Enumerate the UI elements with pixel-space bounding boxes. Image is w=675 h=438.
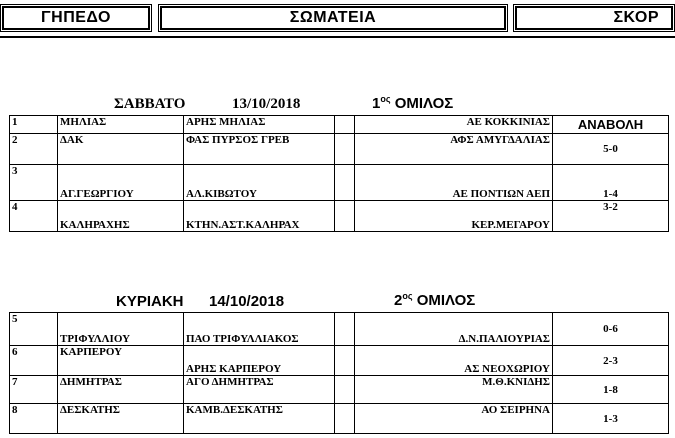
match-number: 4 bbox=[10, 201, 58, 232]
table-row bbox=[10, 404, 669, 434]
spacer-cell bbox=[335, 313, 355, 346]
table-row bbox=[10, 201, 669, 232]
header-field-label: ΓΗΠΕΔΟ bbox=[2, 6, 150, 30]
section2-fixtures-table bbox=[9, 312, 669, 434]
match-score: 1-3 bbox=[553, 404, 669, 434]
section1-day: ΣΑΒΒΑΤΟ bbox=[114, 96, 186, 112]
section2-day: ΚΥΡΙΑΚΗ bbox=[116, 293, 184, 310]
away-team: ΑΕ ΚΟΚΚΙΝΙΑΣ bbox=[355, 116, 553, 134]
section2-date: 14/10/2018 bbox=[209, 293, 285, 310]
match-score: 1-8 bbox=[553, 376, 669, 404]
field-name: ΔΗΜΗΤΡΑΣ bbox=[58, 376, 184, 404]
table-row bbox=[10, 376, 669, 404]
away-team: ΚΕΡ.ΜΕΓΑΡΟΥ bbox=[355, 201, 553, 232]
table-row bbox=[10, 346, 669, 376]
away-team: Δ.Ν.ΠΑΛΙΟΥΡΙΑΣ bbox=[355, 313, 553, 346]
section1-fixtures-table bbox=[9, 115, 669, 232]
away-team: ΑΣ ΝΕΟΧΩΡΙΟΥ bbox=[355, 346, 553, 376]
match-number: 3 bbox=[10, 165, 58, 201]
match-number: 7 bbox=[10, 376, 58, 404]
home-team: ΑΓΟ ΔΗΜΗΤΡΑΣ bbox=[184, 376, 335, 404]
away-team: ΑΦΣ ΑΜΥΓΔΑΛΙΑΣ bbox=[355, 134, 553, 165]
spacer-cell bbox=[335, 165, 355, 201]
table-row bbox=[10, 313, 669, 346]
header-clubs-label: ΣΩΜΑΤΕΙΑ bbox=[160, 6, 506, 30]
column-header-bar bbox=[0, 0, 675, 36]
field-name: ΤΡΙΦΥΛΛΙΟΥ bbox=[58, 313, 184, 346]
match-score: 3-2 bbox=[553, 201, 669, 232]
match-score: ΑΝΑΒΟΛΗ bbox=[553, 116, 669, 134]
match-number: 5 bbox=[10, 313, 58, 346]
home-team: ΚΤΗΝ.ΑΣΤ.ΚΑΛΗΡΑΧ bbox=[184, 201, 335, 232]
spacer-cell bbox=[335, 201, 355, 232]
home-team: ΑΛ.ΚΙΒΩΤΟΥ bbox=[184, 165, 335, 201]
match-number: 2 bbox=[10, 134, 58, 165]
header-score-label: ΣΚΟΡ bbox=[515, 6, 673, 30]
match-number: 6 bbox=[10, 346, 58, 376]
field-name: ΜΗΛΙΑΣ bbox=[58, 116, 184, 134]
field-name: ΔΕΣΚΑΤΗΣ bbox=[58, 404, 184, 434]
field-name: ΚΑΛΗΡΑΧΗΣ bbox=[58, 201, 184, 232]
field-name: ΑΓ.ΓΕΩΡΓΙΟΥ bbox=[58, 165, 184, 201]
spacer-cell bbox=[335, 404, 355, 434]
match-score: 5-0 bbox=[553, 134, 669, 165]
field-name: ΔΑΚ bbox=[58, 134, 184, 165]
section1-group-suffix: ος bbox=[380, 94, 391, 104]
section1-group-number: 1 bbox=[372, 95, 381, 112]
away-team: ΑΟ ΣΕΙΡΗΝΑ bbox=[355, 404, 553, 434]
section2-group bbox=[394, 292, 475, 309]
header-divider bbox=[0, 36, 675, 38]
match-score: 2-3 bbox=[553, 346, 669, 376]
section2-group-number: 2 bbox=[394, 292, 403, 309]
field-name: ΚΑΡΠΕΡΟΥ bbox=[58, 346, 184, 376]
away-team: ΑΕ ΠΟΝΤΙΩΝ ΑΕΠ bbox=[355, 165, 553, 201]
home-team: ΦΑΣ ΠΥΡΣΟΣ ΓΡΕΒ bbox=[184, 134, 335, 165]
section2-group-word: ΟΜΙΛΟΣ bbox=[416, 292, 476, 309]
table-row bbox=[10, 134, 669, 165]
home-team: ΑΡΗΣ ΜΗΛΙΑΣ bbox=[184, 116, 335, 134]
spacer-cell bbox=[335, 376, 355, 404]
spacer-cell bbox=[335, 134, 355, 165]
home-team: ΠΑΟ ΤΡΙΦΥΛΛΙΑΚΟΣ bbox=[184, 313, 335, 346]
section2-group-suffix: ος bbox=[402, 291, 413, 301]
away-team: Μ.Θ.ΚΝΙΔΗΣ bbox=[355, 376, 553, 404]
spacer-cell bbox=[335, 116, 355, 134]
home-team: ΚΑΜΒ.ΔΕΣΚΑΤΗΣ bbox=[184, 404, 335, 434]
home-team: ΑΡΗΣ ΚΑΡΠΕΡΟΥ bbox=[184, 346, 335, 376]
section1-group bbox=[372, 95, 453, 112]
section1-date: 13/10/2018 bbox=[232, 96, 301, 112]
match-number: 8 bbox=[10, 404, 58, 434]
match-score: 0-6 bbox=[553, 313, 669, 346]
table-row bbox=[10, 165, 669, 201]
section1-group-word: ΟΜΙΛΟΣ bbox=[394, 95, 454, 112]
spacer-cell bbox=[335, 346, 355, 376]
match-score: 1-4 bbox=[553, 165, 669, 201]
table-row bbox=[10, 116, 669, 134]
match-number: 1 bbox=[10, 116, 58, 134]
